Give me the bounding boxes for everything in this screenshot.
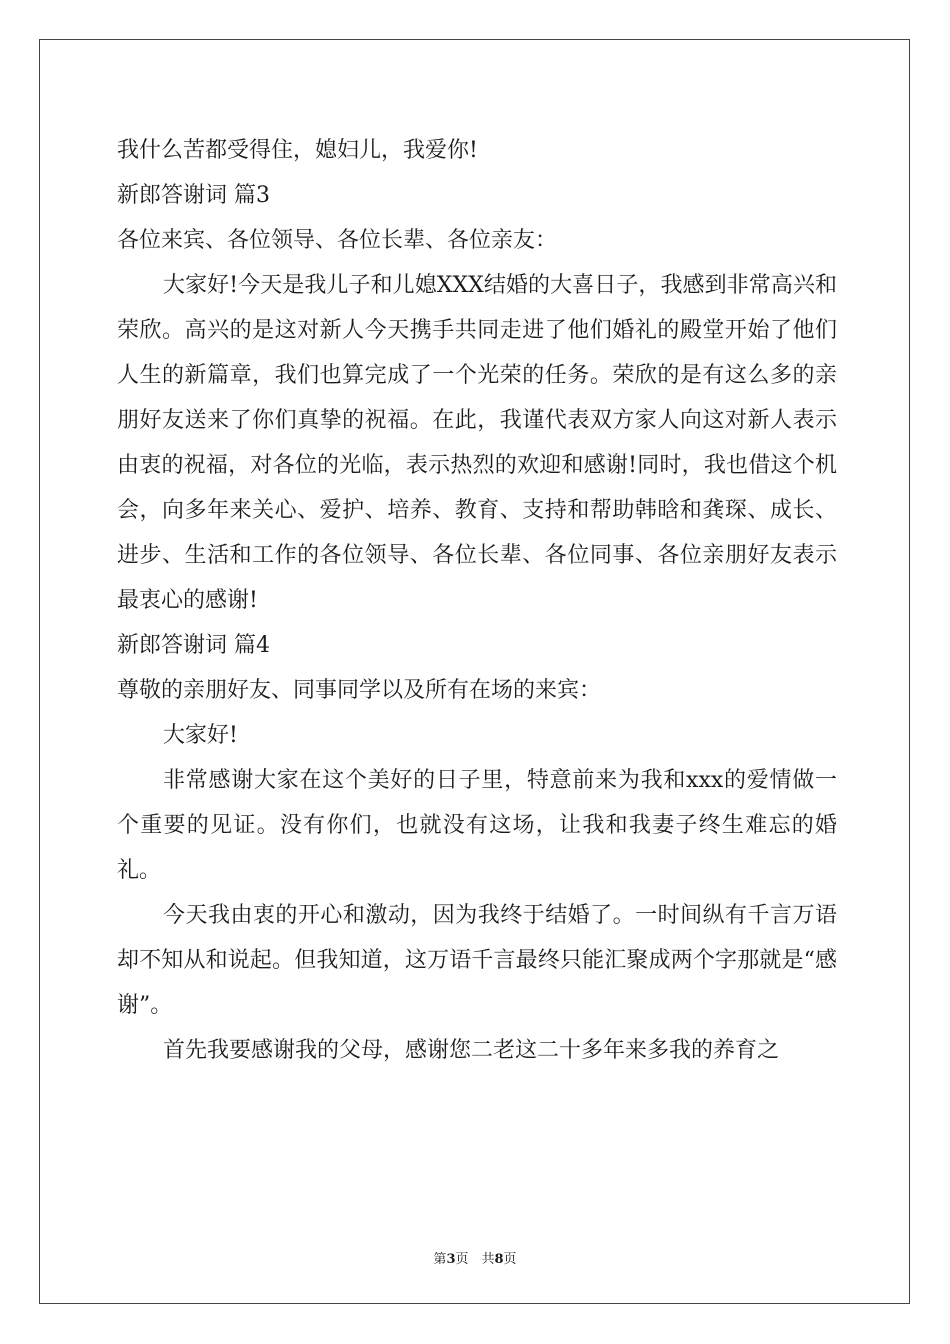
total-page-count: 8 xyxy=(494,1252,504,1267)
paragraph: 今天我由衷的开心和激动，因为我终于结婚了。一时间纵有千言万语却不知从和说起。但我知道，这万语千言最终只能汇聚成两个字那就是“感谢”。 xyxy=(117,903,837,1018)
document-body xyxy=(117,128,837,1073)
current-page-number: 3 xyxy=(446,1252,456,1267)
paragraph: 大家好!今天是我儿子和儿媳XXX结婚的大喜日子，我感到非常高兴和荣欣。高兴的是这对新人今天携手共同走进了他们婚礼的殿堂开始了他们人生的新篇章，我们也算完成了一个光荣的任务。荣欣的是有这么多的亲朋好友送来了你们真挚的祝福。在此，我谨代表双方家人向这对新人表示由衷的祝福，对各位的光临，表示热烈的欢迎和感谢!同时，我也借这个机会，向多年来关心、爱护、培养、教育、支持和帮助韩晗和龚琛、成长、进步、生活和工作的各位领导、各位长辈、各位同事、各位亲朋好友表示最衷心的感谢! xyxy=(117,273,837,613)
salutation: 尊敬的亲朋好友、同事同学以及所有在场的来宾： xyxy=(117,678,602,703)
page-label-prefix: 第 xyxy=(433,1252,447,1267)
text-line: 我什么苦都受得住，媳妇儿，我爱你! xyxy=(117,138,478,163)
page-label-suffix: 页 xyxy=(503,1252,517,1267)
paragraph: 非常感谢大家在这个美好的日子里，特意前来为我和xxx的爱情做一个重要的见证。没有你们，也就没有这场，让我和我妻子终生难忘的婚礼。 xyxy=(117,768,837,883)
paragraph: 大家好! xyxy=(163,723,238,748)
salutation: 各位来宾、各位领导、各位长辈、各位亲友： xyxy=(117,228,558,253)
page-label-mid: 页 共 xyxy=(455,1252,495,1267)
section-heading: 新郎答谢词 篇4 xyxy=(117,633,270,658)
paragraph: 首先我要感谢我的父母，感谢您二老这二十多年来多我的养育之 xyxy=(163,1038,780,1063)
page-footer xyxy=(0,1248,950,1267)
section-heading: 新郎答谢词 篇3 xyxy=(117,183,270,208)
